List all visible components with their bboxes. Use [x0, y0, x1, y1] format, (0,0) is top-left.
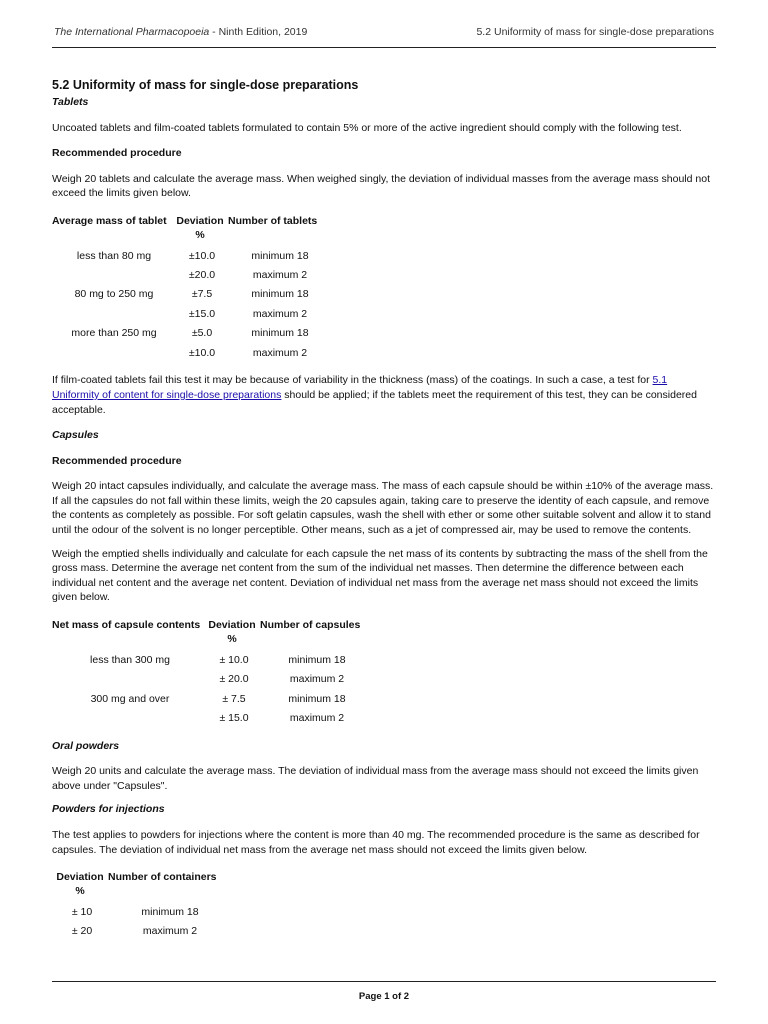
- document-page: [52, 0, 716, 1024]
- table-cell: minimum 18: [141, 905, 199, 918]
- tablets-col-deviation: Deviation %: [176, 214, 224, 241]
- capsules-col-number: Number of capsules: [260, 619, 361, 632]
- tablets-note: [52, 373, 716, 417]
- table-row: [52, 669, 374, 688]
- tablets-heading: Tablets: [52, 96, 89, 108]
- table-cell: minimum 18: [288, 653, 346, 666]
- table-cell: ± 7.5: [222, 692, 246, 705]
- oral-powders-heading: Oral powders: [52, 739, 120, 752]
- table-row: [52, 689, 374, 708]
- footer-rule: [52, 981, 716, 982]
- table-cell: ± 10.0: [219, 653, 249, 666]
- table-cell: maximum 2: [252, 346, 308, 359]
- capsules-col-deviation: Deviation %: [208, 619, 256, 646]
- capsules-paragraph-1: Weigh 20 intact capsules individually, and calculate the average mass. The mass of each capsule should be within ±10% of the average mass. If all the capsules do not fall within these limits, weigh the 20 capsules again, taking care to preserve the identity of each capsule, and remove the contents as completely as possible. For soft gelatin capsules, wash the shell with ether or some other suitable solvent and allow it to stand until the odour of the solvent is no longer perceptible. Other means, such as a jet of compressed air, may be used to remove the contents.: [52, 480, 714, 537]
- tablets-note-before: If film-coated tablets fail this test it may be because of variability in the thickness (mass) of the coatings. In such a case, a test for: [52, 374, 653, 387]
- section-title: 5.2 Uniformity of mass for single-dose preparations: [52, 78, 359, 92]
- table-cell: [52, 304, 176, 323]
- tablets-intro: Uncoated tablets and film-coated tablets formulated to contain 5% or more of the active ingredient should comply with the following test.: [52, 121, 682, 134]
- oral-powders-text: Weigh 20 units and calculate the average mass. The deviation of individual mass from the average mass should not exceed the limits given above under "Capsules".: [52, 765, 699, 792]
- table-cell: [52, 669, 208, 688]
- uniformity-of-content-link[interactable]: 5.1 Uniformity of content for single-dose preparations: [52, 374, 668, 401]
- document-body: [52, 77, 716, 941]
- table-cell: ± 20: [71, 925, 93, 938]
- table-cell: ± 15.0: [219, 711, 249, 724]
- table-row: [52, 324, 332, 343]
- table-row: [56, 922, 232, 941]
- header-edition: - Ninth Edition, 2019: [209, 26, 308, 38]
- header-publication: [54, 26, 307, 38]
- tablets-col-number: Number of tablets: [228, 214, 318, 227]
- table-cell: 300 mg and over: [90, 692, 170, 705]
- page-number: Page 1 of 2: [358, 991, 410, 1002]
- capsules-heading: Capsules: [52, 429, 99, 442]
- injections-text: The test applies to powders for injections where the content is more than 40 mg. The recommended procedure is the same as described for capsules. The deviation of individual net mass from the average net mass should not exceed the limits given below.: [52, 828, 700, 856]
- table-row: [52, 650, 374, 669]
- tablets-limits-table: [52, 214, 332, 362]
- injections-heading: Powders for injections: [52, 803, 165, 816]
- tablets-procedure: Weigh 20 tablets and calculate the average mass. When weighed singly, the deviation of individual masses from the average mass should not exceed the limits given below.: [52, 172, 710, 200]
- table-cell: less than 80 mg: [76, 249, 152, 262]
- table-row: [52, 285, 332, 304]
- header-rule: [52, 47, 716, 48]
- table-row: [52, 246, 332, 265]
- table-cell: 80 mg to 250 mg: [74, 288, 154, 301]
- table-cell: maximum 2: [252, 269, 308, 282]
- table-cell: maximum 2: [252, 307, 308, 320]
- table-cell: minimum 18: [251, 288, 309, 301]
- table-row: [52, 304, 332, 323]
- table-cell: ±15.0: [188, 307, 216, 320]
- tablets-note-after: should be applied; if the tablets meet the requirement of this test, they can be considered acceptable.: [52, 388, 697, 416]
- table-cell: ± 10: [71, 905, 93, 918]
- table-cell: [52, 708, 208, 727]
- capsules-paragraph-2: Weigh the emptied shells individually and calculate for each capsule the net mass of its contents by subtracting the mass of the shell from the gross mass. Determine the average net content from the sum of the individual net masses. Then determine the difference between each individual net content and the average net content. Deviation of individual net mass from the average net mass should not exceed the limits given below.: [52, 547, 708, 604]
- table-cell: minimum 18: [251, 249, 309, 262]
- table-cell: maximum 2: [142, 925, 198, 938]
- table-cell: ±7.5: [191, 288, 213, 301]
- capsules-limits-table: [52, 618, 374, 728]
- table-cell: minimum 18: [288, 692, 346, 705]
- table-cell: ±5.0: [191, 327, 213, 340]
- table-cell: more than 250 mg: [71, 327, 157, 340]
- table-cell: ± 20.0: [219, 673, 249, 686]
- capsules-col-mass: Net mass of capsule contents: [52, 619, 201, 632]
- table-cell: ±10.0: [188, 346, 216, 359]
- table-cell: maximum 2: [289, 711, 345, 724]
- table-cell: [52, 343, 176, 362]
- table-cell: ±20.0: [188, 269, 216, 282]
- header-publication-title: The International Pharmacopoeia: [54, 26, 210, 38]
- injections-col-deviation: Deviation %: [56, 871, 104, 898]
- table-cell: [52, 265, 176, 284]
- table-row: [56, 902, 232, 921]
- table-cell: less than 300 mg: [90, 653, 170, 666]
- table-cell: maximum 2: [289, 673, 345, 686]
- capsules-procedure-heading: Recommended procedure: [52, 454, 182, 467]
- header-section-title: 5.2 Uniformity of mass for single-dose preparations: [476, 26, 714, 38]
- table-row: [52, 343, 332, 362]
- table-row: [52, 708, 374, 727]
- table-row: [52, 265, 332, 284]
- tablets-col-mass: Average mass of tablet: [52, 214, 167, 227]
- table-cell: ±10.0: [188, 249, 216, 262]
- injections-limits-table: [56, 870, 232, 941]
- table-cell: minimum 18: [251, 327, 309, 340]
- tablets-procedure-heading: Recommended procedure: [52, 147, 182, 160]
- injections-col-number: Number of containers: [108, 871, 217, 884]
